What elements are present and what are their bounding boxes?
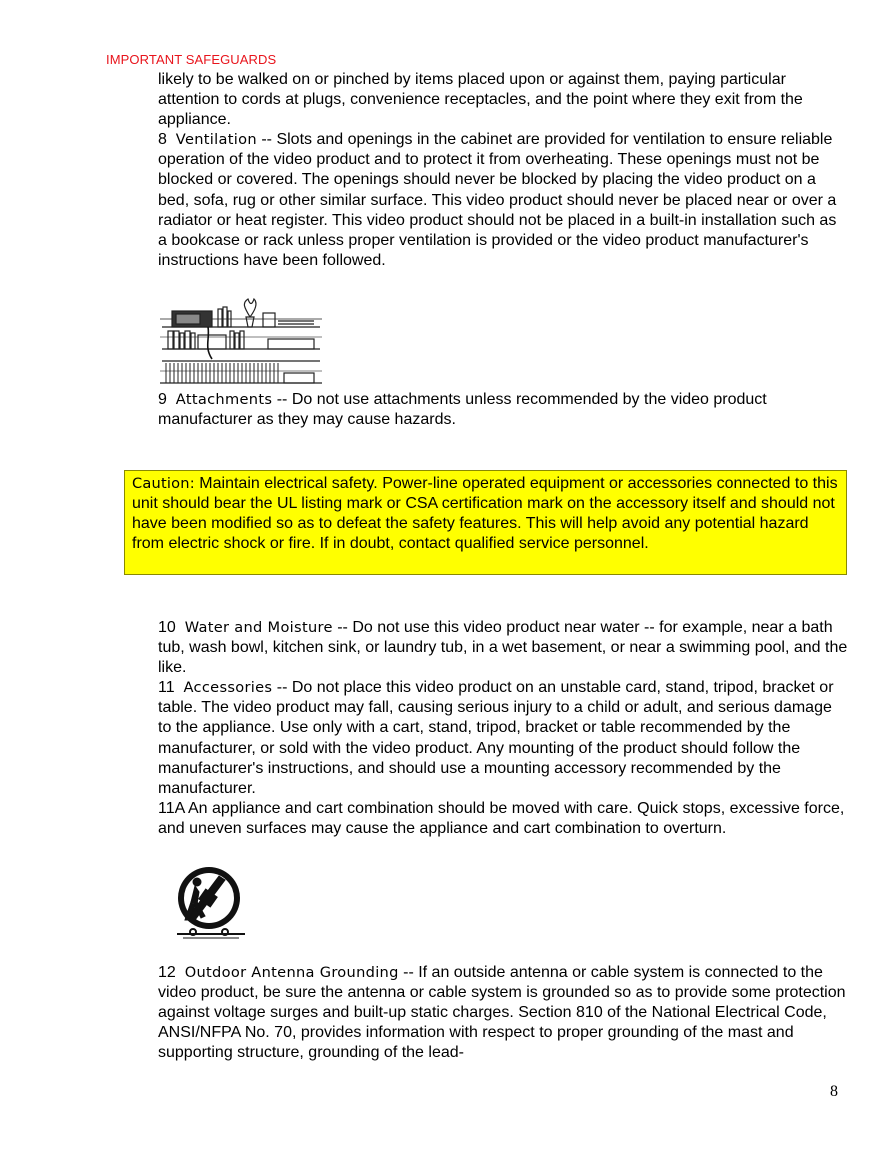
item-ventilation	[158, 130, 848, 271]
page-number: 8	[830, 1083, 838, 1100]
item-text: -- Do not use this video product near water -- for example, near a bath tub, wash bowl, kitchen sink, or laundry tub, in a wet basement, or near a swimming pool, and the like.	[158, 619, 848, 677]
item-accessories	[158, 678, 848, 799]
item-number: 9	[158, 391, 167, 408]
item-cart-combination: 11A An appliance and cart combination should be moved with care. Quick stops, excessive force, and uneven surfaces may cause the appliance and cart combination to overturn.	[158, 799, 845, 837]
text-block-ventilation	[158, 70, 848, 271]
item-term: Outdoor Antenna Grounding	[184, 964, 399, 981]
item-antenna-grounding	[158, 963, 848, 1063]
text-block-attachments	[158, 390, 848, 430]
caution-label: Caution:	[132, 475, 195, 492]
item-number: 11	[158, 679, 175, 697]
item-text: -- Do not use attachments unless recommended by the video product manufacturer as they may cause hazards.	[158, 391, 767, 429]
item-text: -- Slots and openings in the cabinet are provided for ventilation to ensure reliable operation of the video product and to protect it from overheating. These openings must not be blocked or covered. The openings should never be blocked by placing the video product on a bed, sofa, rug or other similar surface. This video product should never be placed near or over a radiator or heat register. This video product should not be placed in a built-in installation such as a bookcase or rack unless proper ventilation is provided or the video product manufacturer's instructions have been followed.	[158, 131, 837, 269]
section-header: IMPORTANT SAFEGUARDS	[106, 52, 277, 67]
item-number: 10	[158, 619, 176, 636]
cart-tipover-warning-icon	[175, 862, 247, 945]
bookcase-illustration	[158, 291, 324, 392]
caution-box	[124, 470, 847, 575]
item-term: Ventilation	[175, 131, 257, 149]
item-number: 8	[158, 131, 167, 149]
item-attachments	[158, 390, 848, 430]
item-term: Attachments	[175, 391, 273, 408]
item-text: -- Do not place this video product on an unstable card, stand, tripod, bracket or table. The video product may fall, causing serious injury to a child or adult, and serious damage to the appliance. Use only with a cart, stand, tripod, bracket or table recommended by the manufacturer, or sold with the video product. Any mounting of the product should follow the manufacturer's instructions, and should use a mounting accessory recommended by the manufacturer.	[158, 679, 834, 797]
caution-text: Maintain electrical safety. Power-line operated equipment or accessories connected to this unit should bear the UL listing mark or CSA certification mark on the accessory itself and should not have been modified so as to defeat the safety features. This will help avoid any potential hazard from electric shock or fire. If in doubt, contact qualified service personnel.	[132, 475, 838, 553]
item-term: Accessories	[183, 679, 273, 697]
item-number: 12	[158, 964, 176, 981]
item-water-moisture	[158, 618, 848, 678]
continued-paragraph: likely to be walked on or pinched by items placed upon or against them, paying particular attention to cords at plugs, convenience receptacles, and the point where they exit from the appliance.	[158, 71, 803, 129]
item-term: Water and Moisture	[184, 619, 333, 636]
text-block-water-accessories	[158, 618, 848, 839]
item-text: -- If an outside antenna or cable system is connected to the video product, be sure the antenna or cable system is grounded so as to provide some protection against voltage surges and built-up static charges. Section 810 of the National Electrical Code, ANSI/NFPA No. 70, provides information with respect to proper grounding of the mast and supporting structure, grounding of the lead-	[158, 964, 846, 1062]
text-block-antenna-grounding	[158, 963, 848, 1063]
